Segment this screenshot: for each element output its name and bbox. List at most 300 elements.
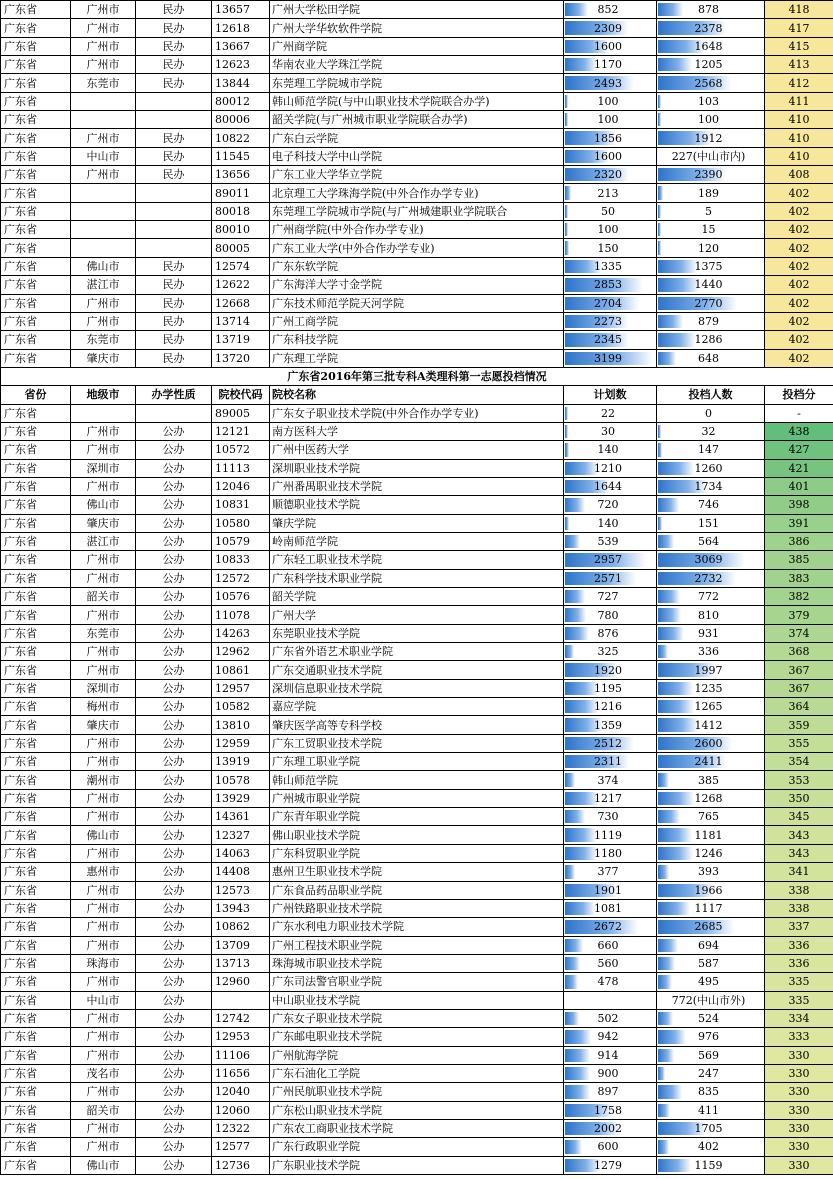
- plan-cell: [564, 771, 657, 789]
- plan-cell: [564, 661, 657, 679]
- admitted-cell: [657, 698, 765, 716]
- province-cell: 广东省: [1, 698, 71, 716]
- plan-cell: [564, 56, 657, 74]
- type-cell: 公办: [136, 899, 212, 917]
- code-cell: 14361: [212, 808, 270, 826]
- admitted-value: 587: [698, 957, 719, 971]
- score-cell: 367: [765, 661, 833, 679]
- province-cell: 广东省: [1, 276, 71, 294]
- province-cell: 广东省: [1, 147, 71, 165]
- score-cell: 402: [765, 221, 833, 239]
- plan-value: 1856: [594, 131, 622, 145]
- plan-value: 2493: [594, 76, 622, 90]
- school-name-cell: 广州铁路职业技术学院: [270, 899, 564, 917]
- score-cell: 330: [765, 1156, 833, 1174]
- city-cell: 东莞市: [71, 624, 136, 642]
- admitted-value: 402: [698, 1140, 719, 1154]
- admitted-cell: [657, 532, 765, 550]
- province-cell: 广东省: [1, 569, 71, 587]
- province-cell: 广东省: [1, 1046, 71, 1064]
- city-cell: 韶关市: [71, 1101, 136, 1119]
- city-cell: 湛江市: [71, 532, 136, 550]
- code-cell: 13667: [212, 37, 270, 55]
- city-cell: [71, 184, 136, 202]
- school-name-cell: 广东海洋大学寸金学院: [270, 276, 564, 294]
- admitted-cell: [657, 1119, 765, 1137]
- plan-cell: [564, 496, 657, 514]
- score-cell: 336: [765, 936, 833, 954]
- city-cell: 广州市: [71, 844, 136, 862]
- plan-cell: [564, 184, 657, 202]
- plan-cell: [564, 863, 657, 881]
- admitted-cell: [657, 441, 765, 459]
- table-row: [1, 936, 833, 954]
- table-row: [1, 698, 833, 716]
- admitted-cell: [657, 606, 765, 624]
- admitted-cell: [657, 202, 765, 220]
- school-name-cell: 东莞职业技术学院: [270, 624, 564, 642]
- admitted-cell: [657, 808, 765, 826]
- score-cell: 382: [765, 588, 833, 606]
- plan-value: 1217: [594, 791, 622, 805]
- score-cell: 410: [765, 129, 833, 147]
- city-cell: 广州市: [71, 294, 136, 312]
- score-cell: 402: [765, 202, 833, 220]
- plan-value: 2853: [594, 278, 622, 292]
- province-cell: 广东省: [1, 459, 71, 477]
- score-cell: 335: [765, 991, 833, 1009]
- plan-value: 140: [597, 516, 619, 530]
- province-cell: 广东省: [1, 881, 71, 899]
- plan-value: 539: [597, 535, 619, 549]
- type-cell: 公办: [136, 716, 212, 734]
- table-row: [1, 588, 833, 606]
- province-cell: 广东省: [1, 184, 71, 202]
- admitted-value: 495: [698, 975, 719, 989]
- plan-value: 150: [597, 241, 619, 255]
- province-cell: 广东省: [1, 166, 71, 184]
- plan-value: 140: [597, 443, 619, 457]
- plan-cell: [564, 606, 657, 624]
- type-cell: 民办: [136, 257, 212, 275]
- type-cell: 公办: [136, 973, 212, 991]
- table-row: [1, 166, 833, 184]
- type-cell: 公办: [136, 459, 212, 477]
- type-cell: 公办: [136, 753, 212, 771]
- score-cell: 330: [765, 1101, 833, 1119]
- city-cell: 广州市: [71, 899, 136, 917]
- score-cell: 330: [765, 1064, 833, 1082]
- school-name-cell: 广东工业大学(中外合作办学专业): [270, 239, 564, 257]
- code-cell: 11113: [212, 459, 270, 477]
- table-row: [1, 331, 833, 349]
- code-cell: 10861: [212, 661, 270, 679]
- admitted-value: 648: [698, 351, 719, 365]
- admitted-value: 151: [698, 516, 719, 530]
- type-cell: 公办: [136, 624, 212, 642]
- admitted-value: 5: [705, 204, 712, 218]
- province-cell: 广东省: [1, 661, 71, 679]
- admitted-cell: [657, 1101, 765, 1119]
- table-row: [1, 1101, 833, 1119]
- plan-cell: [564, 991, 657, 1009]
- header-score: 投档分: [765, 386, 833, 404]
- school-name-cell: 广东科学技术职业学院: [270, 569, 564, 587]
- table-row: [1, 129, 833, 147]
- table-row: [1, 569, 833, 587]
- code-cell: 12957: [212, 679, 270, 697]
- plan-cell: [564, 643, 657, 661]
- school-name-cell: 广州城市职业学院: [270, 789, 564, 807]
- plan-value: 50: [601, 204, 615, 218]
- code-cell: 10572: [212, 441, 270, 459]
- plan-cell: [564, 954, 657, 972]
- score-cell: 343: [765, 844, 833, 862]
- admitted-value: 931: [698, 626, 719, 640]
- school-name-cell: 广州商学院(中外合作办学专业): [270, 221, 564, 239]
- province-cell: 广东省: [1, 973, 71, 991]
- school-name-cell: 广州航海学院: [270, 1046, 564, 1064]
- province-cell: 广东省: [1, 56, 71, 74]
- city-cell: 广州市: [71, 753, 136, 771]
- city-cell: 广州市: [71, 37, 136, 55]
- type-cell: 公办: [136, 477, 212, 495]
- plan-cell: [564, 588, 657, 606]
- province-cell: 广东省: [1, 1101, 71, 1119]
- school-name-cell: 韶关学院(与广州城市职业学院联合办学): [270, 111, 564, 129]
- code-cell: 12574: [212, 257, 270, 275]
- plan-cell: [564, 276, 657, 294]
- province-cell: 广东省: [1, 1009, 71, 1027]
- admitted-cell: [657, 643, 765, 661]
- type-cell: 民办: [136, 331, 212, 349]
- city-cell: 广州市: [71, 789, 136, 807]
- admitted-cell: [657, 661, 765, 679]
- table-row: [1, 441, 833, 459]
- city-cell: 广州市: [71, 441, 136, 459]
- plan-value: 2320: [594, 168, 622, 182]
- header-province: 省份: [1, 386, 71, 404]
- province-cell: 广东省: [1, 514, 71, 532]
- table-row: [1, 771, 833, 789]
- score-cell: 359: [765, 716, 833, 734]
- plan-value: 660: [597, 938, 619, 952]
- admitted-value: 2685: [694, 920, 723, 934]
- table-row: [1, 624, 833, 642]
- score-cell: 330: [765, 1138, 833, 1156]
- school-name-cell: 惠州卫生职业技术学院: [270, 863, 564, 881]
- plan-cell: [564, 404, 657, 422]
- plan-value: 897: [597, 1085, 619, 1099]
- city-cell: 广州市: [71, 1083, 136, 1101]
- table-row: [1, 1028, 833, 1046]
- plan-cell: [564, 1046, 657, 1064]
- admitted-cell: [657, 1046, 765, 1064]
- type-cell: [136, 111, 212, 129]
- admitted-cell: [657, 111, 765, 129]
- admitted-value: 411: [698, 1103, 719, 1117]
- plan-value: 876: [597, 626, 619, 640]
- type-cell: 公办: [136, 643, 212, 661]
- admitted-cell: [657, 147, 765, 165]
- admitted-cell: [657, 1028, 765, 1046]
- admitted-value: 2732: [694, 571, 723, 585]
- school-name-cell: 广东女子职业技术学院: [270, 1009, 564, 1027]
- code-cell: 12618: [212, 19, 270, 37]
- admitted-value: 1997: [694, 663, 723, 677]
- admitted-value: 247: [698, 1067, 719, 1081]
- score-cell: 353: [765, 771, 833, 789]
- plan-cell: [564, 441, 657, 459]
- city-cell: 广州市: [71, 477, 136, 495]
- city-cell: 东莞市: [71, 74, 136, 92]
- score-cell: 402: [765, 184, 833, 202]
- table-row: [1, 37, 833, 55]
- plan-value: 2672: [594, 920, 622, 934]
- school-name-cell: 广东食品药品职业学院: [270, 881, 564, 899]
- province-cell: 广东省: [1, 1028, 71, 1046]
- score-cell: 337: [765, 918, 833, 936]
- province-cell: 广东省: [1, 92, 71, 110]
- type-cell: 公办: [136, 422, 212, 440]
- plan-cell: [564, 514, 657, 532]
- admitted-cell: [657, 899, 765, 917]
- table-row: [1, 881, 833, 899]
- admitted-value: 1260: [694, 461, 723, 475]
- city-cell: [71, 404, 136, 422]
- city-cell: 深圳市: [71, 459, 136, 477]
- type-cell: 公办: [136, 1046, 212, 1064]
- school-name-cell: 广东女子职业技术学院(中外合作办学专业): [270, 404, 564, 422]
- city-cell: 广州市: [71, 1009, 136, 1027]
- plan-cell: [564, 918, 657, 936]
- score-cell: 341: [765, 863, 833, 881]
- city-cell: 佛山市: [71, 496, 136, 514]
- code-cell: 10578: [212, 771, 270, 789]
- code-cell: 11656: [212, 1064, 270, 1082]
- admitted-value: 1966: [694, 883, 723, 897]
- header-name: 院校名称: [270, 386, 564, 404]
- school-name-cell: 韩山师范学院: [270, 771, 564, 789]
- score-cell: 402: [765, 349, 833, 367]
- admitted-cell: [657, 459, 765, 477]
- admitted-value: 1205: [694, 58, 723, 72]
- plan-value: 1119: [594, 828, 622, 842]
- code-cell: 80006: [212, 111, 270, 129]
- type-cell: 公办: [136, 991, 212, 1009]
- table-row: [1, 734, 833, 752]
- plan-value: 1081: [594, 902, 622, 916]
- admitted-cell: [657, 936, 765, 954]
- admitted-value: 1375: [694, 259, 723, 273]
- school-name-cell: 南方医科大学: [270, 422, 564, 440]
- city-cell: 肇庆市: [71, 349, 136, 367]
- school-name-cell: 广东水利电力职业技术学院: [270, 918, 564, 936]
- table-row: [1, 422, 833, 440]
- province-cell: 广东省: [1, 936, 71, 954]
- code-cell: 13657: [212, 1, 270, 19]
- code-cell: 89011: [212, 184, 270, 202]
- type-cell: 民办: [136, 1, 212, 19]
- plan-cell: [564, 679, 657, 697]
- plan-cell: [564, 716, 657, 734]
- school-name-cell: 广东青年职业学院: [270, 808, 564, 826]
- city-cell: 广州市: [71, 56, 136, 74]
- admitted-value: 15: [701, 223, 716, 237]
- table-row: [1, 1, 833, 19]
- school-name-cell: 广东工贸职业技术学院: [270, 734, 564, 752]
- score-cell: 417: [765, 19, 833, 37]
- admitted-value: 3069: [694, 553, 723, 567]
- school-name-cell: 广州大学: [270, 606, 564, 624]
- code-cell: 12736: [212, 1156, 270, 1174]
- score-cell: 336: [765, 954, 833, 972]
- admitted-cell: [657, 569, 765, 587]
- score-cell: 338: [765, 899, 833, 917]
- table-row: [1, 459, 833, 477]
- score-cell: 410: [765, 147, 833, 165]
- plan-value: 478: [597, 975, 619, 989]
- score-cell: 364: [765, 698, 833, 716]
- code-cell: 12962: [212, 643, 270, 661]
- score-cell: 350: [765, 789, 833, 807]
- plan-cell: [564, 1064, 657, 1082]
- code-cell: 12960: [212, 973, 270, 991]
- plan-cell: [564, 789, 657, 807]
- plan-cell: [564, 147, 657, 165]
- plan-cell: [564, 881, 657, 899]
- code-cell: 14263: [212, 624, 270, 642]
- school-name-cell: 北京理工大学珠海学院(中外合作办学专业): [270, 184, 564, 202]
- province-cell: 广东省: [1, 129, 71, 147]
- plan-cell: [564, 202, 657, 220]
- score-cell: 411: [765, 92, 833, 110]
- table-row: [1, 606, 833, 624]
- admitted-value: 2390: [694, 168, 723, 182]
- plan-cell: [564, 569, 657, 587]
- admitted-cell: [657, 954, 765, 972]
- province-cell: 广东省: [1, 844, 71, 862]
- plan-value: 1279: [594, 1158, 622, 1172]
- city-cell: 肇庆市: [71, 514, 136, 532]
- school-name-cell: 华南农业大学珠江学院: [270, 56, 564, 74]
- code-cell: 10831: [212, 496, 270, 514]
- admitted-cell: [657, 239, 765, 257]
- city-cell: 珠海市: [71, 954, 136, 972]
- province-cell: 广东省: [1, 349, 71, 367]
- admitted-value: 810: [698, 608, 719, 622]
- table-row: [1, 973, 833, 991]
- type-cell: 公办: [136, 441, 212, 459]
- admitted-cell: [657, 734, 765, 752]
- province-cell: 广东省: [1, 679, 71, 697]
- province-cell: 广东省: [1, 643, 71, 661]
- table-row: [1, 111, 833, 129]
- admitted-value: 32: [701, 425, 716, 439]
- table-row: [1, 496, 833, 514]
- table-row: [1, 1138, 833, 1156]
- type-cell: 民办: [136, 166, 212, 184]
- admitted-value: 2378: [694, 21, 723, 35]
- school-name-cell: 广州大学华软软件学院: [270, 19, 564, 37]
- score-cell: 383: [765, 569, 833, 587]
- school-name-cell: 广东东软学院: [270, 257, 564, 275]
- school-name-cell: 韶关学院: [270, 588, 564, 606]
- type-cell: 公办: [136, 918, 212, 936]
- score-cell: 418: [765, 1, 833, 19]
- plan-value: 730: [597, 810, 619, 824]
- city-cell: 广州市: [71, 569, 136, 587]
- admitted-value: 1246: [694, 846, 723, 860]
- type-cell: [136, 184, 212, 202]
- school-name-cell: 广州商学院: [270, 37, 564, 55]
- province-cell: 广东省: [1, 606, 71, 624]
- score-cell: 402: [765, 239, 833, 257]
- table-row: [1, 918, 833, 936]
- admitted-value: 1265: [694, 700, 723, 714]
- code-cell: 13929: [212, 789, 270, 807]
- admitted-cell: [657, 349, 765, 367]
- score-cell: 355: [765, 734, 833, 752]
- score-cell: 333: [765, 1028, 833, 1046]
- code-cell: 12622: [212, 276, 270, 294]
- plan-value: 600: [597, 1140, 619, 1154]
- city-cell: 广州市: [71, 606, 136, 624]
- city-cell: 肇庆市: [71, 716, 136, 734]
- plan-value: 502: [597, 1012, 619, 1026]
- score-cell: 401: [765, 477, 833, 495]
- plan-value: 2571: [594, 571, 622, 585]
- type-cell: 民办: [136, 129, 212, 147]
- province-cell: 广东省: [1, 331, 71, 349]
- school-name-cell: 岭南师范学院: [270, 532, 564, 550]
- score-cell: 421: [765, 459, 833, 477]
- header-type: 办学性质: [136, 386, 212, 404]
- plan-cell: [564, 74, 657, 92]
- city-cell: 广州市: [71, 643, 136, 661]
- plan-value: 560: [597, 957, 619, 971]
- code-cell: 12121: [212, 422, 270, 440]
- score-cell: 438: [765, 422, 833, 440]
- province-cell: 广东省: [1, 532, 71, 550]
- school-name-cell: 东莞理工学院城市学院(与广州城建职业学院联合: [270, 202, 564, 220]
- score-cell: 391: [765, 514, 833, 532]
- city-cell: 广州市: [71, 918, 136, 936]
- plan-cell: [564, 1009, 657, 1027]
- table-row: [1, 844, 833, 862]
- header-code: 院校代码: [212, 386, 270, 404]
- score-cell: 379: [765, 606, 833, 624]
- table-row: [1, 954, 833, 972]
- table-row: [1, 56, 833, 74]
- type-cell: 公办: [136, 844, 212, 862]
- plan-value: 727: [597, 590, 619, 604]
- school-name-cell: 广东理工学院: [270, 349, 564, 367]
- city-cell: 广州市: [71, 1138, 136, 1156]
- school-name-cell: 嘉应学院: [270, 698, 564, 716]
- plan-value: 2311: [594, 755, 622, 769]
- school-name-cell: 广东轻工职业技术学院: [270, 551, 564, 569]
- province-cell: 广东省: [1, 624, 71, 642]
- table-row: [1, 643, 833, 661]
- score-cell: 415: [765, 37, 833, 55]
- admitted-cell: [657, 477, 765, 495]
- type-cell: 公办: [136, 1028, 212, 1046]
- table-row: [1, 404, 833, 422]
- type-cell: 公办: [136, 936, 212, 954]
- plan-value: 374: [597, 773, 619, 787]
- table-row: [1, 532, 833, 550]
